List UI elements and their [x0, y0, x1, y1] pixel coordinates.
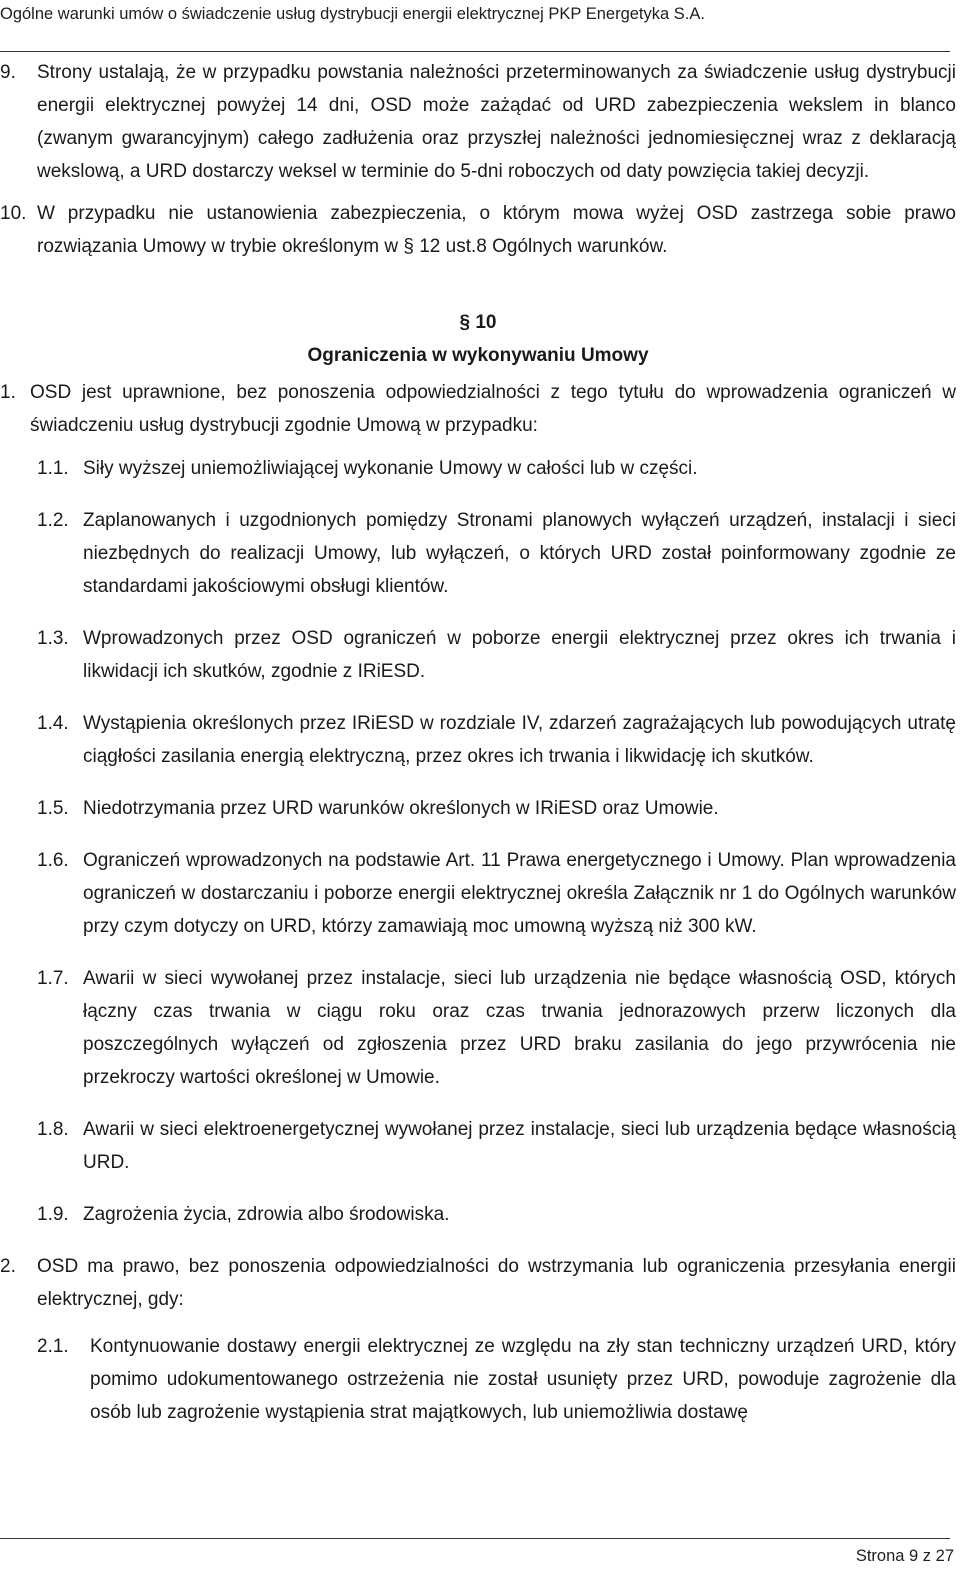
section-title: Ograniczenia w wykonywaniu Umowy — [307, 345, 649, 366]
sub-clause — [0, 1330, 956, 1429]
section-number: § 10 — [459, 312, 497, 333]
sub-clause — [0, 452, 956, 485]
clause-text: OSD jest uprawnione, bez ponoszenia odpowiedzialności z tego tytułu do wprowadzenia ograniczeń w świadczeniu usług dystrybucji zgodnie Umową w przypadku: — [30, 382, 956, 436]
sub-clause-number: 1.5. — [37, 798, 69, 819]
paragraph-number: 9. — [0, 62, 16, 83]
document-header: Ogólne warunki umów o świadczenie usług dystrybucji energii elektrycznej PKP Energetyka S.A. — [0, 5, 705, 23]
paragraph-10 — [0, 197, 956, 263]
sub-clause-text: Awarii w sieci wywołanej przez instalacje, sieci lub urządzenia nie będące własnością OSD, których łączny czas trwania w ciągu roku oraz czas trwania jednorazowych przerw liczonych dla poszczególnych wyłączeń od zgłoszenia przez URD braku zasilania do jego przywrócenia nie przekroczy wartości określonej w Umowie. — [83, 968, 956, 1088]
sub-clause-number: 2.1. — [37, 1336, 69, 1357]
paragraph-text: Strony ustalają, że w przypadku powstania należności przeterminowanych za świadczenie usług dystrybucji energii elektrycznej powyżej 14 dni, OSD może zażądać od URD zabezpieczenia wekslem in blanco (zwanym gwarancyjnym) całego zadłużenia oraz przyszłej należności jednomiesięcznej wraz z deklaracją wekslową, a URD dostarczy weksel w terminie do 5-dni roboczych od daty powzięcia takiej decyzji. — [37, 62, 956, 182]
sub-clause-number: 1.2. — [37, 510, 69, 531]
sub-clause-text: Siły wyższej uniemożliwiającej wykonanie Umowy w całości lub w części. — [83, 458, 698, 479]
sub-clause-text: Niedotrzymania przez URD warunków określonych w IRiESD oraz Umowie. — [83, 798, 719, 819]
sub-clause-text: Wystąpienia określonych przez IRiESD w rozdziale IV, zdarzeń zagrażających lub powodujących utratę ciągłości zasilania energią elektryczną, przez okres ich trwania i likwidację ich skutków. — [83, 713, 956, 767]
sub-clause-number: 1.1. — [37, 458, 69, 479]
paragraph-number: 10. — [0, 203, 27, 224]
paragraph-9 — [0, 56, 956, 188]
clause-text: OSD ma prawo, bez ponoszenia odpowiedzialności do wstrzymania lub ograniczenia przesyłania energii elektrycznej, gdy: — [37, 1256, 956, 1310]
clause-1 — [0, 376, 956, 442]
sub-clause-number: 1.8. — [37, 1119, 69, 1140]
sub-clause-number: 1.9. — [37, 1204, 69, 1225]
sub-clause-number: 1.4. — [37, 713, 69, 734]
sub-clause-text: Zagrożenia życia, zdrowia albo środowiska. — [83, 1204, 450, 1225]
sub-clause-number: 1.7. — [37, 968, 69, 989]
sub-clause-text: Kontynuowanie dostawy energii elektrycznej ze względu na zły stan techniczny urządzeń URD, który pomimo udokumentowanego ostrzeżenia nie został usunięty przez URD, powoduje zagrożenie dla osób lub zagrożenie wystąpienia strat majątkowych, lub uniemożliwia dostawę — [90, 1336, 956, 1423]
clause-1-list — [0, 452, 956, 1231]
sub-clause — [0, 962, 956, 1094]
document-body — [0, 56, 956, 1448]
clause-2 — [0, 1250, 956, 1316]
sub-clause-text: Ograniczeń wprowadzonych na podstawie Art. 11 Prawa energetycznego i Umowy. Plan wprowadzenia ograniczeń w dostarczaniu i poborze energii elektrycznej określa Załącznik nr 1 do Ogólnych warunków przy czym dotyczy on URD, którzy zamawiają moc umowną wyższą niż 300 kW. — [83, 850, 956, 937]
sub-clause-text: Awarii w sieci elektroenergetycznej wywołanej przez instalacje, sieci lub urządzenia będące własnością URD. — [83, 1119, 956, 1173]
paragraph-text: W przypadku nie ustanowienia zabezpieczenia, o którym mowa wyżej OSD zastrzega sobie prawo rozwiązania Umowy w trybie określonym w § 12 ust.8 Ogólnych warunków. — [37, 203, 956, 257]
sub-clause-number: 1.3. — [37, 628, 69, 649]
sub-clause-number: 1.6. — [37, 850, 69, 871]
sub-clause-text: Wprowadzonych przez OSD ograniczeń w poborze energii elektrycznej przez okres ich trwania i likwidacji ich skutków, zgodnie z IRiESD. — [83, 628, 956, 682]
sub-clause — [0, 622, 956, 688]
sub-clause — [0, 504, 956, 603]
sub-clause — [0, 844, 956, 943]
sub-clause — [0, 1198, 956, 1231]
clause-number: 1. — [0, 382, 16, 403]
sub-clause-text: Zaplanowanych i uzgodnionych pomiędzy Stronami planowych wyłączeń urządzeń, instalacji i sieci niezbędnych do realizacji Umowy, lub wyłączeń, o których URD został poinformowany zgodnie ze standardami jakościowymi obsługi klientów. — [83, 510, 956, 597]
sub-clause — [0, 792, 956, 825]
footer-divider — [0, 1538, 950, 1539]
header-divider — [0, 51, 950, 52]
clause-number: 2. — [0, 1256, 16, 1277]
sub-clause — [0, 707, 956, 773]
page-number: Strona 9 z 27 — [855, 1547, 954, 1565]
clause-2-list — [0, 1330, 956, 1429]
sub-clause — [0, 1113, 956, 1179]
